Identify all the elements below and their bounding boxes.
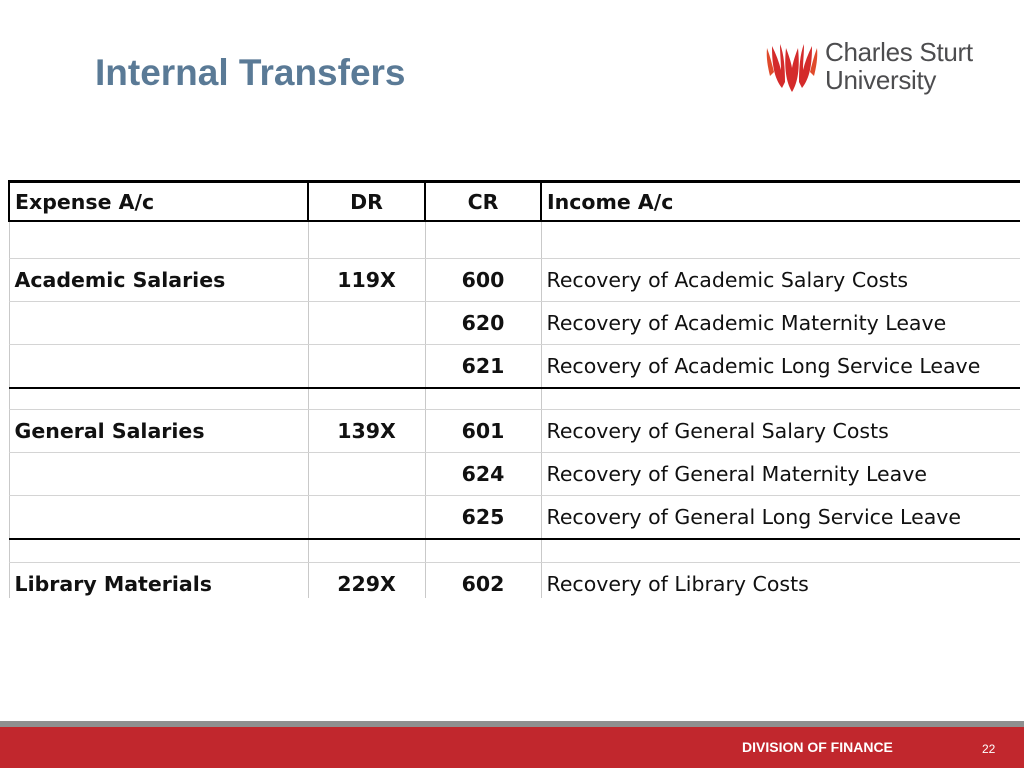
dr-cell	[308, 221, 425, 259]
expense-cell: Library Materials	[9, 563, 308, 599]
expense-cell	[9, 539, 308, 563]
header-credit: CR	[425, 182, 541, 222]
logo-line-1: Charles Sturt	[825, 37, 973, 67]
table-row	[9, 453, 1020, 496]
dr-cell	[308, 345, 425, 389]
cr-cell: 624	[425, 453, 541, 496]
table-row	[9, 563, 1020, 599]
cr-cell: 620	[425, 302, 541, 345]
income-cell: Recovery of General Maternity Leave	[541, 453, 1020, 496]
income-cell: Recovery of General Salary Costs	[541, 410, 1020, 453]
dr-cell	[308, 539, 425, 563]
expense-cell	[9, 345, 308, 389]
dr-cell: 119X	[308, 259, 425, 302]
expense-cell	[9, 388, 308, 410]
header-expense-account: Expense A/c	[9, 182, 308, 222]
cr-cell: 602	[425, 563, 541, 599]
expense-cell	[9, 302, 308, 345]
expense-cell: General Salaries	[9, 410, 308, 453]
table-row	[9, 302, 1020, 345]
income-cell	[541, 221, 1020, 259]
dr-cell	[308, 388, 425, 410]
table-row	[9, 410, 1020, 453]
cr-cell: 600	[425, 259, 541, 302]
cr-cell: 625	[425, 496, 541, 540]
table-row	[9, 539, 1020, 563]
waratah-logo-icon	[766, 38, 818, 94]
expense-cell	[9, 453, 308, 496]
expense-cell: Academic Salaries	[9, 259, 308, 302]
page-number: 22	[982, 742, 996, 756]
income-cell: Recovery of Academic Salary Costs	[541, 259, 1020, 302]
transfers-table-container	[8, 180, 1020, 598]
income-cell: Recovery of General Long Service Leave	[541, 496, 1020, 540]
expense-cell	[9, 221, 308, 259]
cr-cell	[425, 539, 541, 563]
dr-cell: 229X	[308, 563, 425, 599]
header-debit: DR	[308, 182, 425, 222]
income-cell	[541, 539, 1020, 563]
cr-cell	[425, 388, 541, 410]
logo-wordmark	[825, 38, 973, 94]
header-income-account: Income A/c	[541, 182, 1020, 222]
income-cell	[541, 388, 1020, 410]
table-row	[9, 221, 1020, 259]
cr-cell	[425, 221, 541, 259]
table-row	[9, 388, 1020, 410]
logo-line-2: University	[825, 65, 937, 95]
dr-cell	[308, 453, 425, 496]
table-header-row	[9, 182, 1020, 222]
slide-title: Internal Transfers	[95, 52, 406, 93]
university-logo	[766, 38, 996, 100]
dr-cell	[308, 496, 425, 540]
income-cell: Recovery of Library Costs	[541, 563, 1020, 599]
dr-cell: 139X	[308, 410, 425, 453]
internal-transfers-table	[8, 180, 1020, 598]
cr-cell: 601	[425, 410, 541, 453]
income-cell: Recovery of Academic Maternity Leave	[541, 302, 1020, 345]
table-row	[9, 259, 1020, 302]
table-row	[9, 496, 1020, 540]
cr-cell: 621	[425, 345, 541, 389]
dr-cell	[308, 302, 425, 345]
footer-division-label: DIVISION OF FINANCE	[742, 739, 893, 755]
expense-cell	[9, 496, 308, 540]
table-row	[9, 345, 1020, 389]
income-cell: Recovery of Academic Long Service Leave	[541, 345, 1020, 389]
